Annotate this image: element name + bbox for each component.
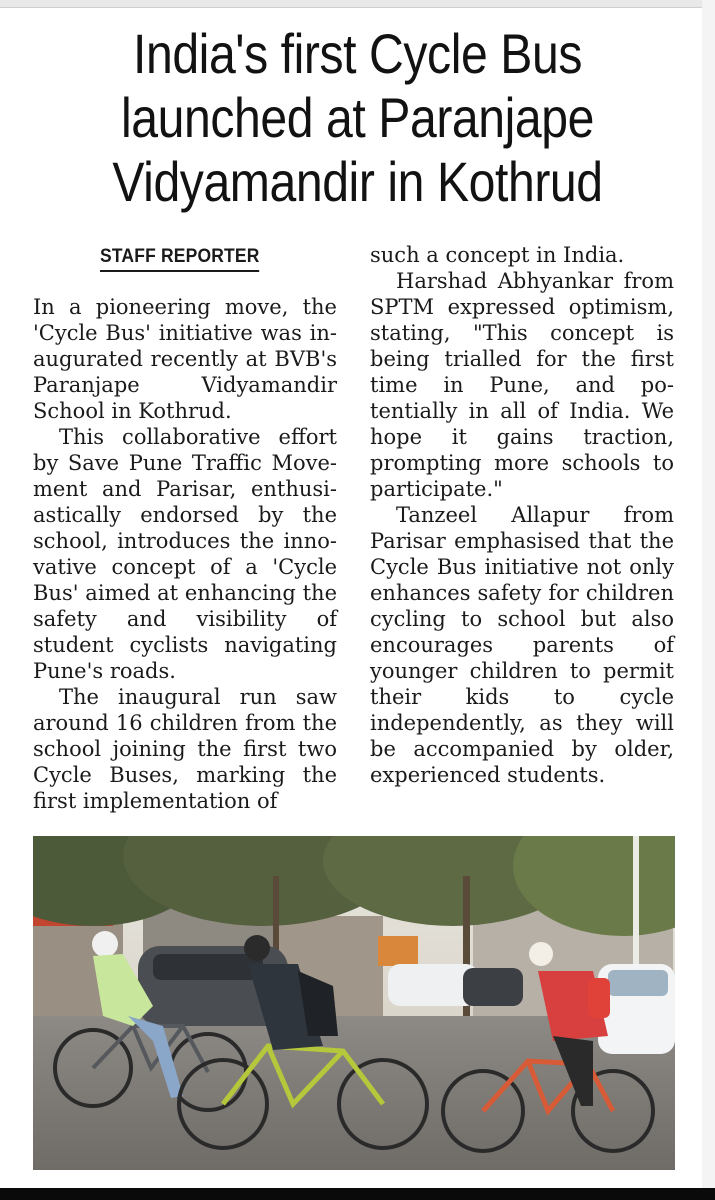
news-photo-cyclists (33, 836, 675, 1170)
headline: India's first Cycle Bus launched at Paranjape Vidyamandir in Kothrud (112, 22, 603, 213)
paragraph: Harshad Abhyankar from SPTM expressed optimism, stating, "This concept is being trialled for the first time in Pune, and potentially in all of India. We hope it gains traction, prompting more schools to participate." (370, 269, 674, 501)
top-rule (0, 0, 715, 8)
paragraph: such a concept in India. (370, 243, 625, 267)
photo-illustration (33, 836, 675, 1170)
page-edge (702, 0, 715, 1188)
paragraph: In a pioneering move, the 'Cycle Bus' initiative was inaugurated recently at BVB's Paranjape Vidyamandir School in Kothrud. (33, 295, 337, 423)
paragraph: This collaborative effort by Save Pune Traffic Movement and Parisar, enthusiastically endorsed by the school, introduces the innovative concept of a 'Cycle Bus' aimed at enhancing the safety and visibility of student cyclists navigating Pune's roads. (33, 425, 337, 683)
byline: STAFF REPORTER (100, 246, 260, 272)
bottom-bar (0, 1188, 715, 1200)
paragraph: Tanzeel Allapur from Parisar emphasised that the Cycle Bus initiative not only enhances safety for children cycling to school but also encourages parents of younger children to permit their kids to cycle independently, as they will be accompanied by older, experienced students. (370, 503, 674, 787)
article-column-right (370, 242, 674, 788)
paragraph: The inaugural run saw around 16 children from the school joining the first two Cycle Buses, marking the first implementation of (33, 685, 337, 813)
article-column-left (33, 294, 337, 814)
